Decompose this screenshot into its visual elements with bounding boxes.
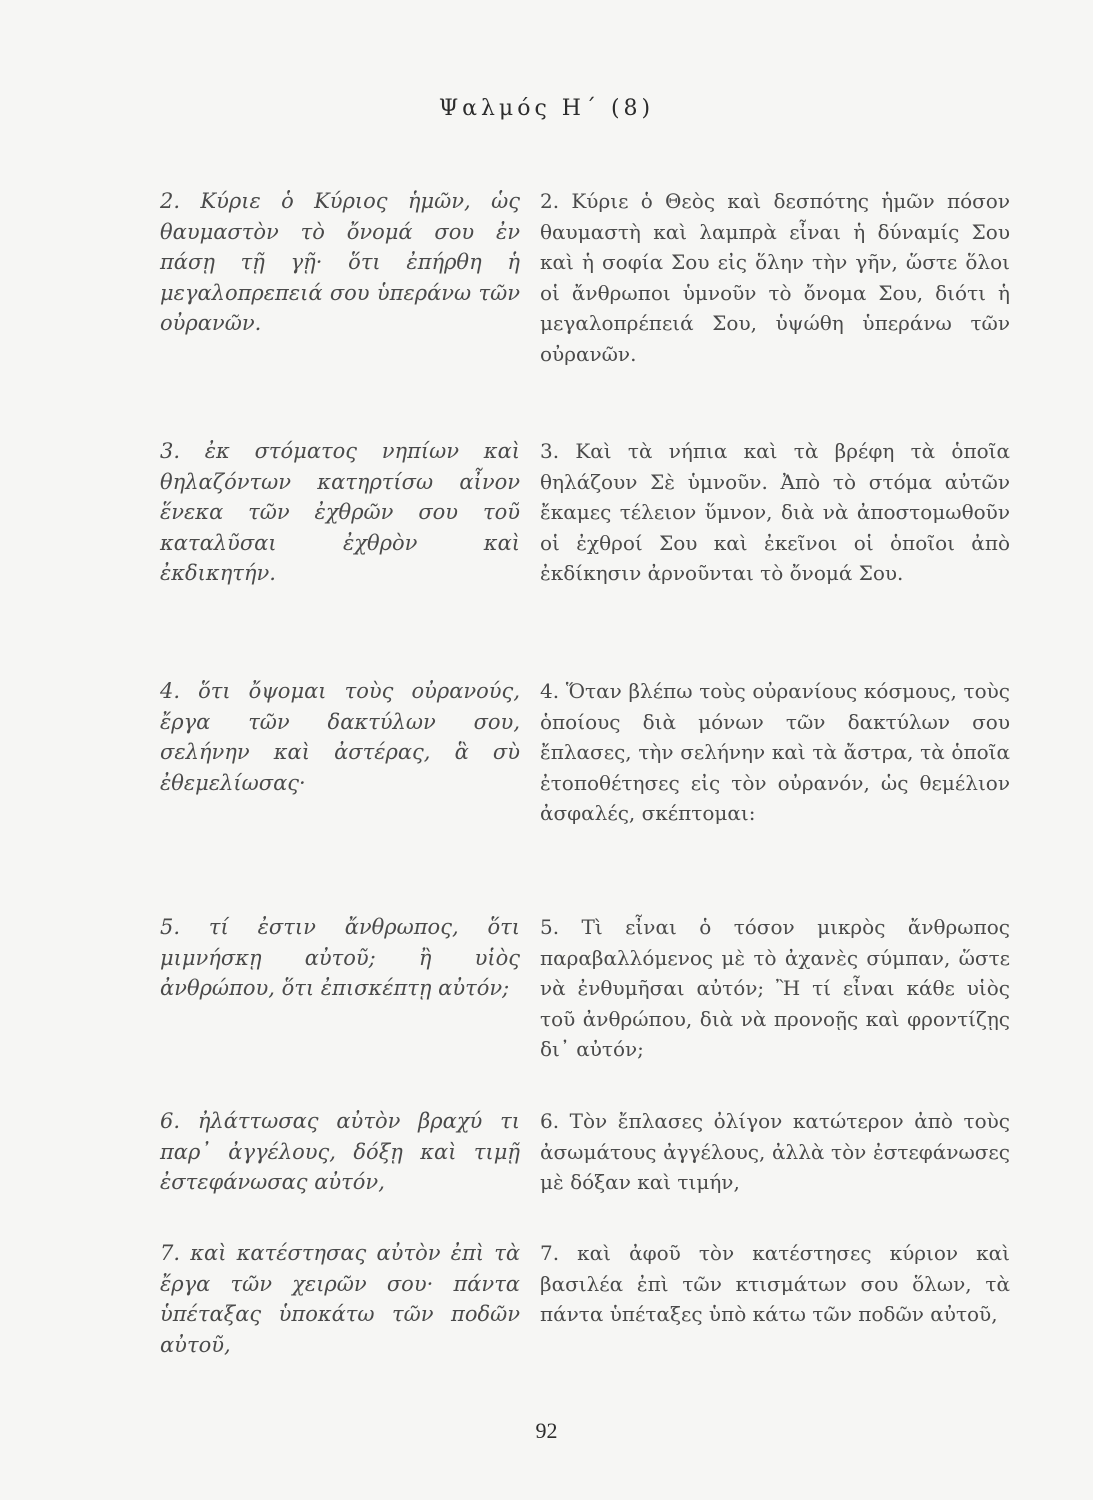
verse-4-original: 4. ὅτι ὄψομαι τοὺς οὐρανούς, ἔργα τῶν δακτύλων σου, σελήνην καὶ ἀστέρας, ἃ σὺ ἐθεμελίωσας· <box>160 679 520 795</box>
page-title: Ψαλμός Η΄ (8) <box>438 96 655 121</box>
verse-7-translation: 7. καὶ ἀφοῦ τὸν κατέστησες κύριον καὶ βασιλέα ἐπὶ τῶν κτισμάτων σου ὅλων, τὰ πάντα ὑπέταξες ὑπὸ κάτω τῶν ποδῶν αὐτοῦ, <box>540 1241 1010 1326</box>
verse-4-translation: 4. Ὅταν βλέπω τοὺς οὐρανίους κόσμους, τοὺς ὁποίους διὰ μόνων τῶν δακτύλων σου ἔπλασες, τὴν σελήνην καὶ τὰ ἄστρα, τὰ ὁποῖα ἐτοποθέτησες εἰς τὸν οὐρανόν, ὡς θεμέλιον ἀσφαλές, σκέπτομαι: <box>540 679 1010 825</box>
verse-2-translation: 2. Κύριε ὁ Θεὸς καὶ δεσπότης ἡμῶν πόσον θαυμαστὴ καὶ λαμπρὰ εἶναι ἡ δύναμίς Σου καὶ ἡ σοφία Σου εἰς ὅλην τὴν γῆν, ὥστε ὅλοι οἱ ἄνθρωποι ὑμνοῦν τὸ ὄνομα Σου, διότι ἡ μεγαλοπρέπειά Σου, ὑψώθη ὑπεράνω τῶν οὐρανῶν. <box>540 189 1010 366</box>
verse-7-original: 7. καὶ κατέστησας αὐτὸν ἐπὶ τὰ ἔργα τῶν χειρῶν σου· πάντα ὑπέταξας ὑποκάτω τῶν ποδῶν αὐτοῦ, <box>160 1241 520 1357</box>
verse-2-original: 2. Κύριε ὁ Κύριος ἡμῶν, ὡς θαυμαστὸν τὸ ὄνομά σου ἐν πάσῃ τῇ γῇ· ὅτι ἐπήρθη ἡ μεγαλοπρεπειά σου ὑπεράνω τῶν οὐρανῶν. <box>160 189 520 335</box>
verse-3-original: 3. ἐκ στόματος νηπίων καὶ θηλαζόντων κατηρτίσω αἶνον ἕνεκα τῶν ἐχθρῶν σου τοῦ καταλῦσαι ἐχθρὸν καὶ ἐκδικητήν. <box>160 439 520 585</box>
verse-6-original: 6. ἠλάττωσας αὐτὸν βραχύ τι παρ᾽ ἀγγέλους, δόξῃ καὶ τιμῇ ἐστεφάνωσας αὐτόν, <box>160 1109 520 1194</box>
verse-6-translation: 6. Τὸν ἔπλασες ὀλίγον κατώτερον ἀπὸ τοὺς ἀσωμάτους ἀγγέλους, ἀλλὰ τὸν ἐστεφάνωσες μὲ δόξαν καὶ τιμήν, <box>540 1109 1010 1194</box>
verse-3-translation: 3. Καὶ τὰ νήπια καὶ τὰ βρέφη τὰ ὁποῖα θηλάζουν Σὲ ὑμνοῦν. Ἀπὸ τὸ στόμα αὐτῶν ἔκαμες τέλειον ὕμνον, διὰ νὰ ἀποστομωθοῦν οἱ ἐχθροί Σου καὶ ἐκεῖνοι οἱ ὁποῖοι ἀπὸ ἐκδίκησιν ἀρνοῦνται τὸ ὄνομά Σου. <box>540 439 1010 585</box>
verse-5-translation: 5. Τὶ εἶναι ὁ τόσον μικρὸς ἄνθρωπος παραβαλλόμενος μὲ τὸ ἀχανὲς σύμπαν, ὥστε νὰ ἐνθυμῆσαι αὐτόν; Ἢ τί εἶναι κάθε υἱὸς τοῦ ἀνθρώπου, διὰ νὰ προνοῇς καὶ φροντίζῃς δι᾽ αὐτόν; <box>540 915 1010 1061</box>
verse-5-original: 5. τί ἐστιν ἄνθρωπος, ὅτι μιμνήσκῃ αὐτοῦ; ἢ υἱὸς ἀνθρώπου, ὅτι ἐπισκέπτῃ αὐτόν; <box>160 915 520 1000</box>
page-number: 92 <box>535 1418 558 1443</box>
